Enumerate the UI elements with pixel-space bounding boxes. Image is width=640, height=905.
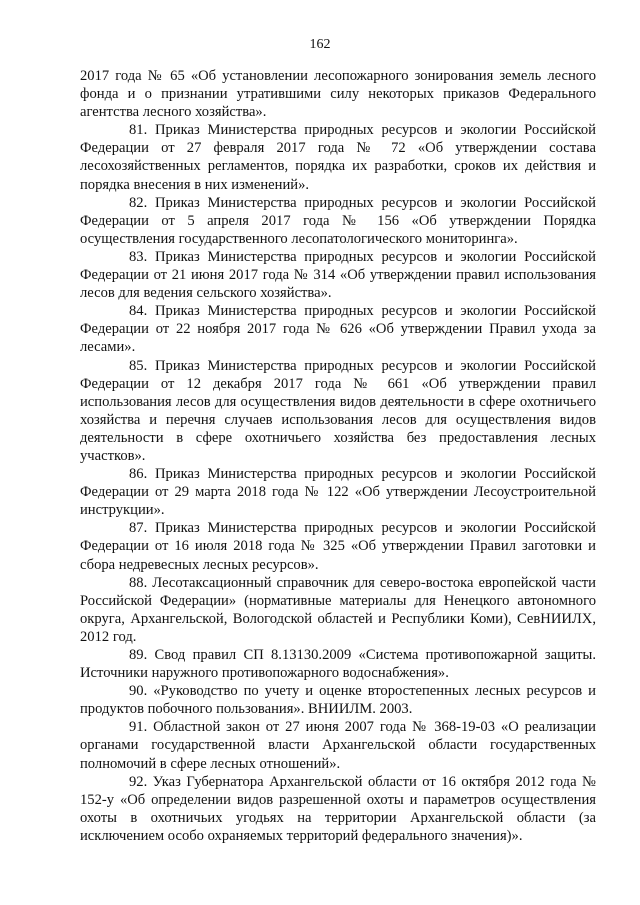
list-item-84: 84. Приказ Министерства природных ресурсов и экологии Российской Федерации от 22 ноября 2017 года № 626 «Об утверждении Правил ухода за лесами». [80,303,596,356]
list-item-81: 81. Приказ Министерства природных ресурсов и экологии Российской Федерации от 27 февраля 2017 года № 72 «Об утверждении состава лесохозяйственных регламентов, порядка их разработки, сроков их действия и порядка внесения в них изменений». [80,122,596,193]
page-number: 162 [309,37,331,52]
list-item-91: 91. Областной закон от 27 июня 2007 года № 368-19-03 «О реализации органами государственной власти Архангельской области государственных полномочий в сфере лесных отношений». [80,719,596,772]
paragraph-continued: 2017 года № 65 «Об установлении лесопожарного зонирования земель лесного фонда и о признании утратившими силу некоторых приказов Федерального агентства лесного хозяйства». [80,68,596,121]
list-item-90: 90. «Руководство по учету и оценке второстепенных лесных ресурсов и продуктов побочного пользования». ВНИИЛМ. 2003. [80,683,596,718]
list-item-92: 92. Указ Губернатора Архангельской области от 16 октября 2012 года № 152-у «Об определении видов разрешенной охоты и параметров осуществления охоты в охотничьих угодьях на территории Архангельской области (за исключением особо охраняемых территорий федерального значения)». [80,773,596,844]
list-item-83: 83. Приказ Министерства природных ресурсов и экологии Российской Федерации от 21 июня 2017 года № 314 «Об утверждении правил использования лесов для ведения сельского хозяйства». [80,248,596,302]
list-item-89: 89. Свод правил СП 8.13130.2009 «Система противопожарной защиты. Источники наружного противопожарного водоснабжения». [80,647,596,682]
list-item-88: 88. Лесотаксационный справочник для северо-востока европейской части Российской Федерации» (нормативные материалы для Ненецкого автономного округа, Архангельской, Вологодской областей и Республики Коми), СевНИИЛХ, 2012 год. [80,574,596,645]
list-item-85: 85. Приказ Министерства природных ресурсов и экологии Российской Федерации от 12 декабря 2017 года № 661 «Об утверждении правил использования лесов для осуществления видов деятельности в сфере охотничьего хозяйства и перечня случаев использования лесов для осуществления видов деятельности в сфере охотничьего хозяйства без предоставления лесных участков». [80,357,596,464]
list-item-87: 87. Приказ Министерства природных ресурсов и экологии Российской Федерации от 16 июля 2018 года № 325 «Об утверждении Правил заготовки и сбора недревесных лесных ресурсов». [80,520,596,573]
page-body [80,67,596,845]
list-item-86: 86. Приказ Министерства природных ресурсов и экологии Российской Федерации от 29 марта 2018 года № 122 «Об утверждении Лесоустроительной инструкции». [80,466,596,519]
list-item-82: 82. Приказ Министерства природных ресурсов и экологии Российской Федерации от 5 апреля 2017 года № 156 «Об утверждении Порядка осуществления государственного лесопатологического мониторинга». [80,194,596,247]
